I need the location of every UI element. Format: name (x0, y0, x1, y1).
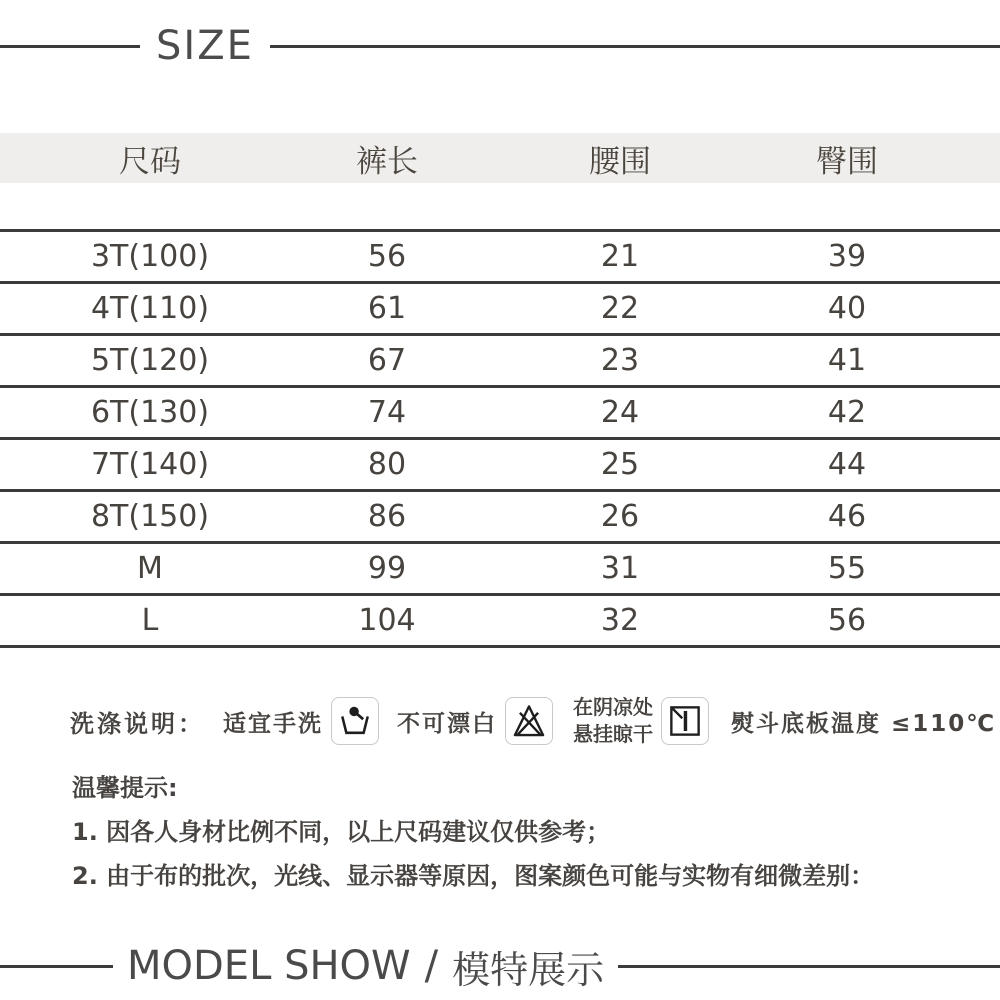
size-table-header (0, 133, 1000, 183)
footer-rule-left (0, 965, 113, 968)
do-not-bleach-icon (505, 697, 553, 745)
cell-waist: 26 (600, 499, 640, 534)
model-show-separator: / (424, 943, 439, 989)
cell-hip: 44 (827, 447, 867, 482)
cell-hip: 39 (827, 239, 867, 274)
tips-title: 温馨提示: (72, 774, 178, 802)
cell-hip: 42 (827, 395, 867, 430)
table-row (0, 593, 1000, 645)
care-item-no-bleach-label: 不可漂白 (397, 710, 497, 737)
table-row (0, 281, 1000, 333)
column-header-hip: 臀围 (816, 143, 878, 180)
cell-hip: 55 (827, 551, 867, 586)
cell-pants-length: 104 (358, 603, 416, 638)
care-instructions-row (70, 692, 997, 750)
tip-line: 1. 因各人身材比例不同，以上尺码建议仅供参考； (72, 818, 611, 846)
table-row (0, 385, 1000, 437)
care-section-label: 洗涤说明： (70, 709, 205, 738)
size-section-header (0, 24, 1000, 68)
care-item-hand-wash-label: 适宜手洗 (223, 710, 323, 737)
tip-line: 2. 由于布的批次，光线、显示器等原因，图案颜色可能与实物有细微差别： (72, 862, 875, 890)
footer-rule-right (618, 965, 1000, 968)
cell-pants-length: 61 (367, 291, 407, 326)
cell-pants-length: 67 (367, 343, 407, 378)
table-row (0, 489, 1000, 541)
model-show-title-en: MODEL SHOW (127, 943, 411, 989)
hand-wash-icon (331, 697, 379, 745)
cell-size: 5T(120) (90, 343, 210, 378)
cell-waist: 22 (600, 291, 640, 326)
table-row (0, 541, 1000, 593)
cell-hip: 40 (827, 291, 867, 326)
column-header-waist: 腰围 (589, 143, 651, 180)
cell-size: 3T(100) (90, 239, 210, 274)
cell-pants-length: 80 (367, 447, 407, 482)
cell-size: 7T(140) (90, 447, 210, 482)
size-section-title: SIZE (156, 23, 254, 69)
dry-in-shade-line1: 在阴凉处 (573, 695, 653, 719)
dry-in-shade-icon (661, 697, 709, 745)
cell-waist: 24 (600, 395, 640, 430)
cell-size: L (141, 603, 159, 638)
table-row (0, 437, 1000, 489)
cell-size: 4T(110) (90, 291, 210, 326)
size-table (0, 229, 1000, 648)
title-rule-left (0, 45, 140, 48)
care-item-iron-temp-label: 熨斗底板温度 ≤110℃ (731, 710, 997, 737)
dry-in-shade-line2: 悬挂晾干 (573, 722, 653, 746)
care-item-dry-in-shade-label (573, 694, 653, 748)
cell-size: M (137, 551, 163, 586)
table-row (0, 229, 1000, 281)
cell-hip: 46 (827, 499, 867, 534)
cell-waist: 23 (600, 343, 640, 378)
cell-waist: 25 (600, 447, 640, 482)
model-show-title (127, 939, 604, 994)
cell-hip: 41 (827, 343, 867, 378)
cell-waist: 21 (600, 239, 640, 274)
cell-size: 6T(130) (90, 395, 210, 430)
title-rule-right (270, 45, 1000, 48)
model-show-section-header (0, 940, 1000, 992)
column-header-pants-length: 裤长 (356, 143, 418, 180)
cell-waist: 32 (600, 603, 640, 638)
cell-size: 8T(150) (90, 499, 210, 534)
cell-hip: 56 (827, 603, 867, 638)
model-show-title-zh: 模特展示 (452, 947, 605, 992)
cell-pants-length: 56 (367, 239, 407, 274)
cell-waist: 31 (600, 551, 640, 586)
column-header-size: 尺码 (119, 143, 181, 180)
cell-pants-length: 86 (367, 499, 407, 534)
cell-pants-length: 74 (367, 395, 407, 430)
table-row (0, 333, 1000, 385)
cell-pants-length: 99 (367, 551, 407, 586)
